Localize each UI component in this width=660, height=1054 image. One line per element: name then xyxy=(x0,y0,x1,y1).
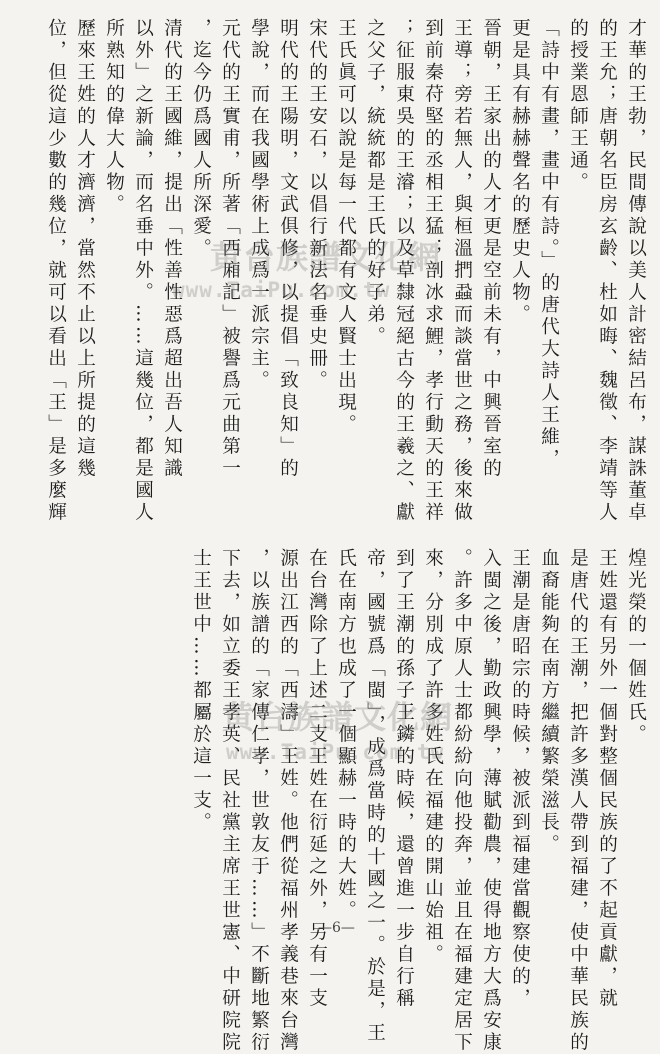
text-column: 士王世中……都屬於這一支。 xyxy=(190,548,212,834)
text-column: 到前秦苻堅的丞相王猛；剖冰求鯉，孝行動天的王祥 xyxy=(422,18,444,524)
text-column: 所熟知的偉大人物。 xyxy=(103,18,125,216)
text-column: 王氏眞可以說是每一代都有文人賢士出現。 xyxy=(335,18,357,436)
text-column: 王姓還有另外一個對整個民族的了不起貢獻，就 xyxy=(596,548,618,1010)
text-column: 王導；旁若無人，與桓溫捫蝨而談當世之務，後來做 xyxy=(451,18,473,524)
text-column: 才華的王勃，民間傳說以美人計密結呂布，謀誅董卓 xyxy=(625,18,647,524)
text-column: 「詩中有畫，畫中有詩。」的唐代大詩人王維， xyxy=(538,18,560,471)
watermark-url: www.TaiPu.com.tw xyxy=(172,278,391,302)
page-number: —6— xyxy=(318,920,355,936)
text-column: 歷來王姓的人才濟濟，當然不止以上所提的這幾 xyxy=(74,18,96,480)
text-column: 。許多中原人士都紛紛向他投奔，並且在福建定居下 xyxy=(451,548,473,1054)
text-column: 清代的王國維，提出「性善性惡爲超出吾人知識 xyxy=(161,18,183,480)
text-column: 來，分別成了許多姓氏在福建的開山始祖。 xyxy=(422,548,444,966)
text-column: 是唐代的王潮，把許多漢人帶到福建，使中華民族的 xyxy=(567,548,589,1054)
text-column: 更是具有赫赫聲名的歷史人物。 xyxy=(509,18,531,326)
text-column: 在台灣除了上述二支王姓在衍延之外，另有一支 xyxy=(306,548,328,1010)
text-column: ，迄今仍爲國人所深愛。 xyxy=(190,18,212,260)
text-column: 之父子，統統都是王氏的好子弟。 xyxy=(364,18,386,348)
text-column: 血裔能夠在南方繼續繁榮滋長。 xyxy=(538,548,560,856)
text-column: 源出江西的「西濤」王姓。他們從福州孝義巷來台灣 xyxy=(277,548,299,1054)
text-column: 王潮是唐昭宗的時候，被派到福建當觀察使的， xyxy=(509,548,531,1010)
text-column: 明代的王陽明，文武俱修，以提倡「致良知」的 xyxy=(277,18,299,480)
text-column: 元代的王實甫，所著「西廂記」被譽爲元曲第一 xyxy=(219,18,241,480)
watermark-url: www.TaiPu.com.tw xyxy=(226,740,445,764)
text-column: 煌光榮的一個姓氏。 xyxy=(625,548,647,746)
text-column: 晉朝，王家出的人才更是空前未有，中興晉室的 xyxy=(480,18,502,480)
text-column: ；征服東吳的王濬；以及草隸冠絕古今的王羲之、獻 xyxy=(393,18,415,524)
text-column: 氏在南方也成了一個顯赫一時的大姓。 xyxy=(335,548,357,922)
text-column: 以外」之新論，而名垂中外。……這幾位，都是國人 xyxy=(132,18,154,524)
watermark-text: 黄台族譜文化網 xyxy=(222,698,454,736)
text-column: 的授業恩師王通。 xyxy=(567,18,589,194)
watermark-text: 黄台族譜文化網 xyxy=(210,238,442,276)
text-column: 學說，而在我國學術上成爲一派宗主。 xyxy=(248,18,270,392)
text-column: ，以族譜的「家傳仁孝，世敦友于……」不斷地繁衍 xyxy=(248,548,270,1054)
text-column: 的王允；唐朝名臣房玄齡、杜如晦、魏徵、李靖等人 xyxy=(596,18,618,524)
text-column: 宋代的王安石，以倡行新法名垂史冊。 xyxy=(306,18,328,392)
text-column: 位，但從這少數的幾位，就可以看出「王」是多麼輝 xyxy=(45,18,67,524)
text-column: 下去，如立委王孝英、民社黨主席王世憲、中研院院 xyxy=(219,548,241,1054)
text-column: 帝，國號爲「閩」，成爲當時的十國之一。於是，王 xyxy=(364,548,386,1045)
text-column: 入閩之後，勤政興學，薄賦勸農，使得地方大爲安康 xyxy=(480,548,502,1054)
text-column: 到了王潮的孫子王鏻的時候，還曾進一步自行稱 xyxy=(393,548,415,1010)
